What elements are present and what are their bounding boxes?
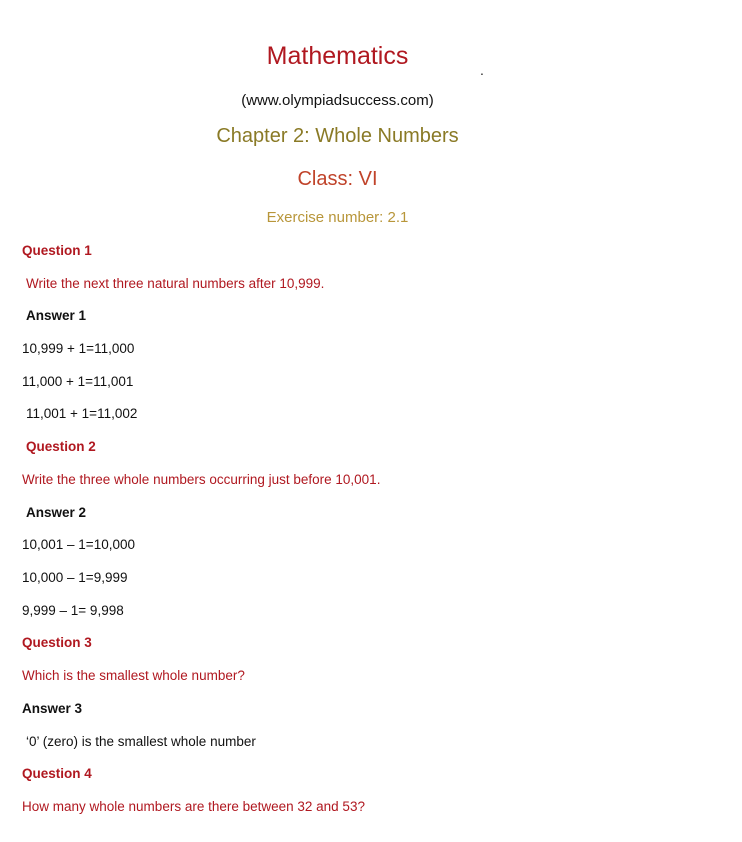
question-1-label: Question 1 [22,243,92,258]
question-3-label: Question 3 [22,635,92,650]
answer-2-line-1: 10,001 – 1=10,000 [22,537,135,552]
document-title: Mathematics [266,42,409,70]
answer-3-line-1: ‘0’ (zero) is the smallest whole number [26,734,256,749]
answer-2-line-3: 9,999 – 1= 9,998 [22,603,124,618]
answer-2-line-2: 10,000 – 1=9,999 [22,570,128,585]
exercise-number: Exercise number: 2.1 [266,209,409,226]
question-4-label: Question 4 [22,766,92,781]
website-url: (www.olympiadsuccess.com) [241,92,434,109]
answer-1-line-2: 11,000 + 1=11,001 [22,374,134,389]
question-4-text: How many whole numbers are there between 32 and 53? [22,799,365,814]
answer-3-label: Answer 3 [22,701,83,716]
question-1-text: Write the next three natural numbers after 10,999. [26,276,325,291]
answer-2-label: Answer 2 [26,505,87,520]
answer-1-label: Answer 1 [26,308,87,323]
stray-dot: . [480,62,484,78]
class-heading: Class: VI [297,168,378,190]
chapter-heading: Chapter 2: Whole Numbers [216,125,459,147]
question-3-text: Which is the smallest whole number? [22,668,245,683]
answer-1-line-1: 10,999 + 1=11,000 [22,341,135,356]
question-2-text: Write the three whole numbers occurring just before 10,001. [22,472,381,487]
question-2-label: Question 2 [26,439,96,454]
answer-1-line-3: 11,001 + 1=11,002 [26,406,138,421]
